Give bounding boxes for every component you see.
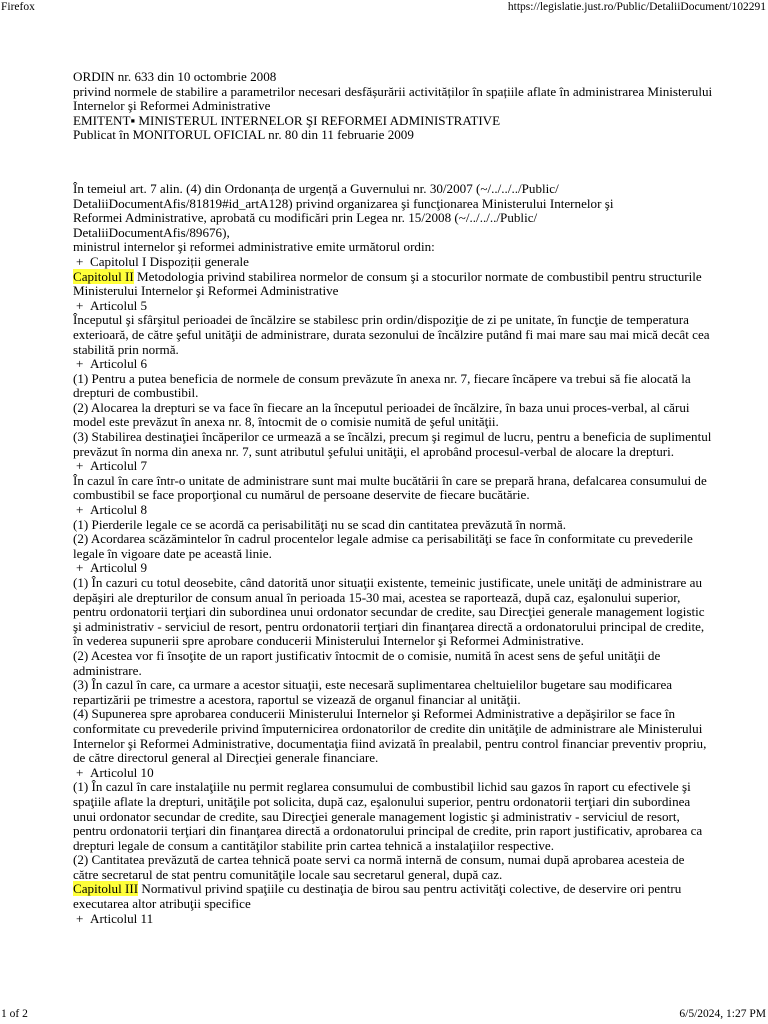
preamble-line: ministrul internelor şi reformei administrative emite următorul ordin:	[73, 239, 435, 255]
article-9-para-2: (2) Acestea vor fi însoţite de un raport justificativ întocmit de o comisie, numită în acest sens de şeful unităţii de administrare.	[73, 647, 661, 678]
article-6-para-3: (3) Stabilirea destinaţiei încăperilor ce urmează a se încălzi, precum şi regimul de lucru, pentru a beneficia de suplimentul prevăzut în norma din anexa nr. 7, sunt atributul şefului unităţii, el aprobând procesul-verbal de alocare la drepturi.	[73, 429, 712, 459]
page-counter: 1 of 2	[1, 1008, 28, 1020]
chapter-2-title: Metodologia privind stabilirea normelor de consum şi a stocurilor normate de combustibil pentru structurile Ministerului Internelor şi Reformei Administrative	[73, 268, 702, 299]
article-7-toggle[interactable]	[73, 459, 713, 474]
article-9-para-4: (4) Supunerea spre aprobarea conducerii Ministerului Internelor şi Reformei Administrative a depăşirilor se face în conformitate cu prevederile privind împuternicirea ordonatorilor de credite din unităţile de administrare ale Ministerului Internelor şi Reformei Administrative, documentaţia fiind avizată în prealabil, pentru control financiar preventiv propriu, de către directorul general al Direcţiei generale financiare.	[73, 706, 707, 766]
article-9-para-3: (3) În cazul în care, ca urmare a acestor situaţii, este necesară suplimentarea cheltuielilor bugetare sau modificarea repartizării pe trimestre a acestora, raportul se vizează de organul financiar al unităţii.	[73, 677, 673, 707]
article-6-toggle[interactable]	[73, 357, 713, 372]
expand-plus-icon[interactable]: +	[76, 910, 84, 926]
article-10-para-2: (2) Cantitatea prevăzută de cartea tehnică poate servi ca normă internă de consum, numai după aprobarea acesteia de către secretarul de stat pentru comunităţile locale sau secretarul general, după caz.	[73, 852, 685, 882]
expand-plus-icon[interactable]: +	[76, 458, 84, 474]
publication-line: Publicat în MONITORUL OFICIAL nr. 80 din 11 februarie 2009	[73, 127, 414, 143]
expand-plus-icon[interactable]: +	[76, 560, 84, 576]
chapter-2-label: Capitolul II	[73, 268, 134, 284]
expand-plus-icon[interactable]: +	[76, 356, 84, 372]
chapter-1-heading: Capitolul I Dispoziții generale	[90, 253, 249, 269]
article-10-toggle[interactable]	[73, 766, 713, 781]
article-6-para-2: (2) Alocarea la drepturi se va face în fiecare an la începutul perioadei de încălzire, în baza unui proces-verbal, al cărui model este prevăzut în anexa nr. 8, întocmit de o comisie numită de şeful unităţii.	[73, 399, 690, 430]
article-6-para-1: (1) Pentru a putea beneficia de normele de consum prevăzute în anexa nr. 7, fiecare încăpere va trebui să fie alocată la drepturi de combustibil.	[73, 370, 691, 401]
emitent-line: EMITENT▪ MINISTERUL INTERNELOR ŞI REFORMEI ADMINISTRATIVE	[73, 112, 501, 128]
article-7-heading: Articolul 7	[90, 458, 148, 474]
article-11-heading: Articolul 11	[90, 910, 154, 926]
article-9-para-1: (1) În cazuri cu totul deosebite, când datorită unor situaţii existente, temeinic justificate, unele unităţi de administrare au depăşiri ale drepturilor de consum anual în perioada 15-30 mai, acestea se raportează, după caz, eşalonului superior, pentru ordonatorii terţiari din subordinea unui ordonator secundar de credite, sau Direcţiei generale management logistic şi administrativ - serviciul de resort, pentru ordonatorii terţiari din finanţarea directă a ordonatorului principal de credite, în vederea supunerii spre aprobare conducerii Ministerului Internelor şi Reformei Administrative.	[73, 575, 705, 649]
chapter-1-toggle[interactable]	[73, 255, 713, 270]
article-8-para-2: (2) Acordarea scăzămintelor în cadrul procentelor legale admise ca perisabilităţi se face în conformitate cu prevederile legale în vigoare date pe această linie.	[73, 531, 693, 561]
article-8-toggle[interactable]	[73, 503, 713, 518]
document-meta	[73, 70, 713, 143]
preamble	[73, 182, 713, 255]
article-9-heading: Articolul 9	[90, 560, 148, 576]
document-title: ORDIN nr. 633 din 10 octombrie 2008	[73, 69, 277, 84]
page-url[interactable]: https://legislatie.just.ro/Public/DetaliiDocument/102291	[507, 1, 766, 13]
document-subtitle: privind normele de stabilire a parametrilor necesari desfășurării activităților în spațiile aflate în administrarea Ministerului Internelor şi Reformei Administrative	[73, 83, 713, 114]
expand-plus-icon[interactable]: +	[76, 764, 84, 780]
expand-plus-icon[interactable]: +	[76, 297, 84, 313]
browser-name: Firefox	[1, 1, 35, 13]
document-body	[73, 70, 713, 926]
article-5-text: Începutul şi sfârşitul perioadei de încălzire se stabilesc prin ordin/dispoziţie de zi pe unitate, în funcţie de temperatura exterioară, de către şeful unităţii de administrare, durata sezonului de încălzire putând fi mai mare sau mai mică decât cea stabilită prin normă.	[73, 312, 710, 357]
print-datetime: 6/5/2024, 1:27 PM	[679, 1008, 766, 1020]
article-11-toggle[interactable]	[73, 912, 713, 927]
print-footer	[0, 1006, 768, 1024]
chapter-3-label: Capitolul III	[73, 881, 139, 897]
preamble-line: În temeiul art. 7 alin. (4) din Ordonanța de urgență a Guvernului nr. 30/2007 (~/../../../Public/	[73, 180, 559, 196]
article-5-heading: Articolul 5	[90, 297, 148, 313]
expand-plus-icon[interactable]: +	[76, 502, 84, 518]
article-5-toggle[interactable]	[73, 299, 713, 314]
article-9-toggle[interactable]	[73, 561, 713, 576]
chapter-3-heading	[73, 882, 713, 911]
chapter-2-heading	[73, 270, 713, 299]
article-8-para-1: (1) Pierderile legale ce se acordă ca perisabilităţi nu se scad din cantitatea prevăzută în normă.	[73, 516, 566, 532]
preamble-line: DetaliiDocumentAfis/81819#id_artA128) privind organizarea şi funcţionarea Ministerului Internelor şi	[73, 195, 614, 211]
print-header	[0, 0, 768, 16]
article-10-para-1: (1) În cazul în care instalaţiile nu permit reglarea consumului de combustibil lichid sau gazos în raport cu efectivele şi spaţiile aflate la drepturi, unităţile pot solicita, după caz, eşalonului superior, pentru ordonatorii terţiari din subordinea unui ordonator secundar de credite, sau Direcţiei generale management logistic şi administrativ - serviciul de resort, pentru ordonatorii terţiari din finanţarea directă a ordonatorului principal de credite, prin raport justificativ, aprobarea ca drepturi legale de consum a cantităţilor stabilite prin cartea tehnică a instalaţiilor respective.	[73, 779, 703, 853]
article-8-heading: Articolul 8	[90, 502, 148, 518]
preamble-line: DetaliiDocumentAfis/89676),	[73, 224, 230, 240]
expand-plus-icon[interactable]: +	[76, 253, 84, 269]
chapter-3-title: Normativul privind spaţiile cu destinaţia de birou sau pentru activităţi colective, de deservire ori pentru executarea altor atribuţii specifice	[73, 881, 682, 912]
preamble-line: Reformei Administrative, aprobată cu modificări prin Legea nr. 15/2008 (~/../../../Public/	[73, 210, 538, 226]
article-7-text: În cazul în care într-o unitate de administrare sunt mai multe bucătării în care se prepară hrana, defalcarea consumului de combustibil se face proporţional cu numărul de persoane deservite de fiecare bucătărie.	[73, 472, 707, 503]
article-10-heading: Articolul 10	[90, 764, 154, 780]
article-6-heading: Articolul 6	[90, 356, 148, 372]
